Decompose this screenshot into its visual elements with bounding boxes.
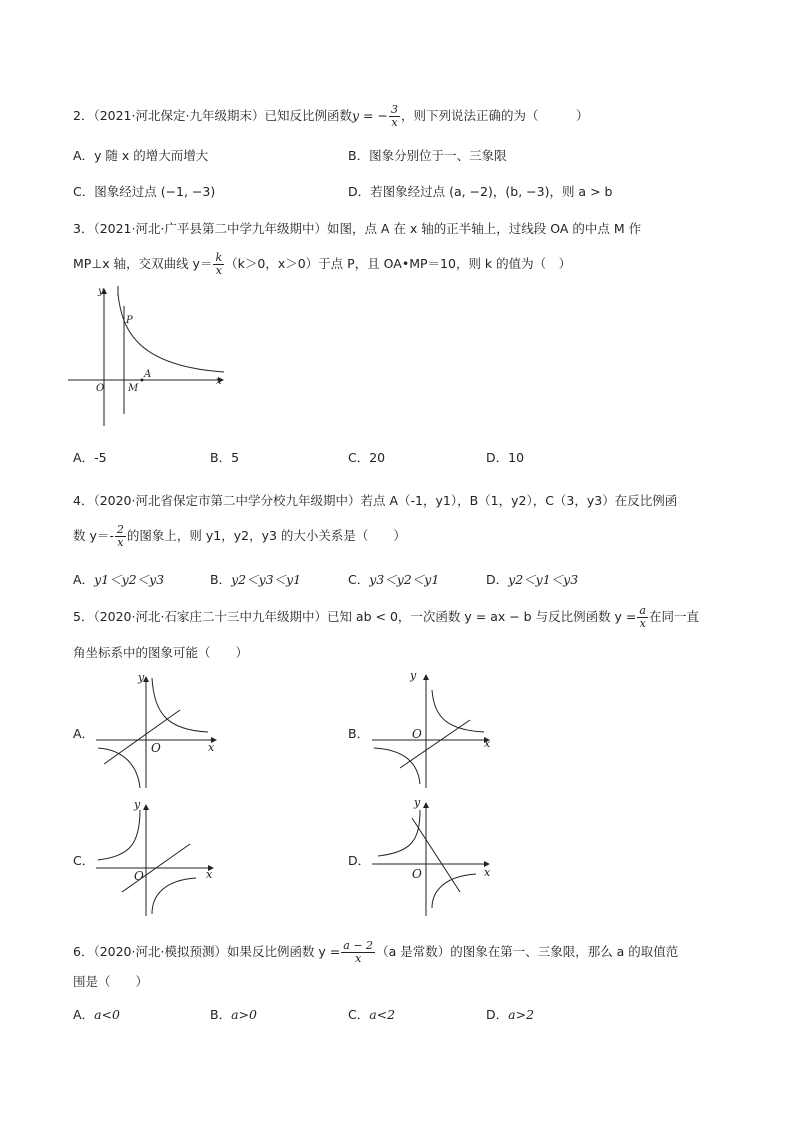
q2-option-c[interactable]: C．图象经过点 (−1, −3) (73, 184, 216, 199)
q3-graph (68, 286, 233, 428)
q2-stem: 2．（2021·河北保定·九年级期末）已知反比例函数y = − $\frac{3}{x}$ ，则下列说法正确的为（ ） (73, 103, 589, 129)
q5-option-a-letter[interactable]: A． (73, 726, 95, 741)
q2-fraction: $\frac{3}{x}$ (390, 103, 398, 129)
q5-graph-b[interactable] (372, 668, 497, 790)
svg-text:O: O (134, 869, 144, 883)
q2-option-d[interactable]: D．若图象经过点 (a, −2)，(b, −3)，则 a > b (348, 184, 613, 199)
q3-option-a[interactable]: A．-5 (73, 450, 107, 465)
q3-fraction: $\frac{k}{x}$ (215, 251, 223, 277)
q3-m-label: M (128, 383, 139, 394)
q3-stem-line2: MP⊥x 轴，交双曲线 y＝ $\frac{k}{x}$ （k＞0，x＞0）于点 P，且 OA•MP＝10，则 k 的值为（ ） (73, 251, 572, 277)
q5-graph-c[interactable] (96, 798, 221, 918)
q5-option-c-letter[interactable]: C． (73, 853, 95, 868)
q4-stem-line2: 数 y＝- $\frac{2}{x}$ 的图象上，则 y1，y2，y3 的大小关系是（ ） (73, 523, 406, 549)
q3-option-c[interactable]: C．20 (348, 450, 386, 465)
q3-o-label: O (96, 383, 105, 394)
svg-text:y: y (134, 798, 141, 811)
q6-option-a[interactable]: A．a<0 (73, 1007, 120, 1022)
q4-option-b[interactable]: B．y2＜y3＜y1 (210, 572, 302, 587)
q5-option-d-letter[interactable]: D． (348, 853, 371, 868)
svg-text:x: x (484, 866, 491, 879)
svg-text:x: x (206, 868, 213, 881)
q3-stem-line1: 3．（2021·河北·广平县第二中学九年级期中）如图，点 A 在 x 轴的正半轴上，过线段 OA 的中点 M 作 (73, 221, 642, 236)
q2-option-a[interactable]: A．y 随 x 的增大而增大 (73, 148, 209, 163)
q3-a-label: A (144, 369, 152, 380)
q3-option-d[interactable]: D．10 (486, 450, 525, 465)
q5-fraction: $\frac{a}{x}$ (639, 604, 646, 630)
q6-option-c[interactable]: C．a<2 (348, 1007, 396, 1022)
q3-x-label: x (216, 376, 222, 387)
q5-graph-a[interactable] (96, 672, 221, 790)
q6-option-d[interactable]: D．a>2 (486, 1007, 535, 1022)
q3-y-label: y (98, 286, 104, 297)
q4-fraction: $\frac{2}{x}$ (116, 523, 124, 549)
q6-option-b[interactable]: B．a>0 (210, 1007, 257, 1022)
svg-text:O: O (151, 741, 161, 755)
q6-fraction: $\frac{a - 2}{x}$ (343, 939, 374, 965)
q3-p-label: P (126, 315, 133, 326)
q4-option-d[interactable]: D．y2＜y1＜y3 (486, 572, 579, 587)
svg-text:y: y (138, 671, 145, 684)
svg-text:y: y (410, 669, 417, 682)
svg-text:x: x (484, 737, 491, 750)
q5-stem-line2: 角坐标系中的图象可能（ ） (73, 645, 249, 660)
q3-option-b[interactable]: B．5 (210, 450, 240, 465)
q6-stem-line2: 围是（ ） (73, 974, 149, 989)
q6-stem-line1: 6．（2020·河北·模拟预测）如果反比例函数 y = $\frac{a - 2}{x}$ （a 是常数）的图象在第一、三象限，那么 a 的取值范 (73, 939, 679, 965)
q5-graph-d[interactable] (372, 796, 497, 918)
svg-text:O: O (412, 867, 422, 881)
svg-text:x: x (208, 741, 215, 754)
q4-option-c[interactable]: C．y3＜y2＜y1 (348, 572, 440, 587)
q5-option-b-letter[interactable]: B． (348, 726, 370, 741)
svg-text:y: y (414, 796, 421, 809)
q4-option-a[interactable]: A．y1＜y2＜y3 (73, 572, 165, 587)
q5-stem-line1: 5．（2020·河北·石家庄二十三中九年级期中）已知 ab < 0，一次函数 y = ax − b 与反比例函数 y = $\frac{a}{x}$ 在同一直 (73, 604, 699, 630)
q2-option-b[interactable]: B．图象分别位于一、三象限 (348, 148, 507, 163)
q4-stem-line1: 4．（2020·河北省保定市第二中学分校九年级期中）若点 A（-1，y1），B（1，y2），C（3，y3）在反比例函 (73, 493, 678, 508)
svg-text:O: O (412, 727, 422, 741)
